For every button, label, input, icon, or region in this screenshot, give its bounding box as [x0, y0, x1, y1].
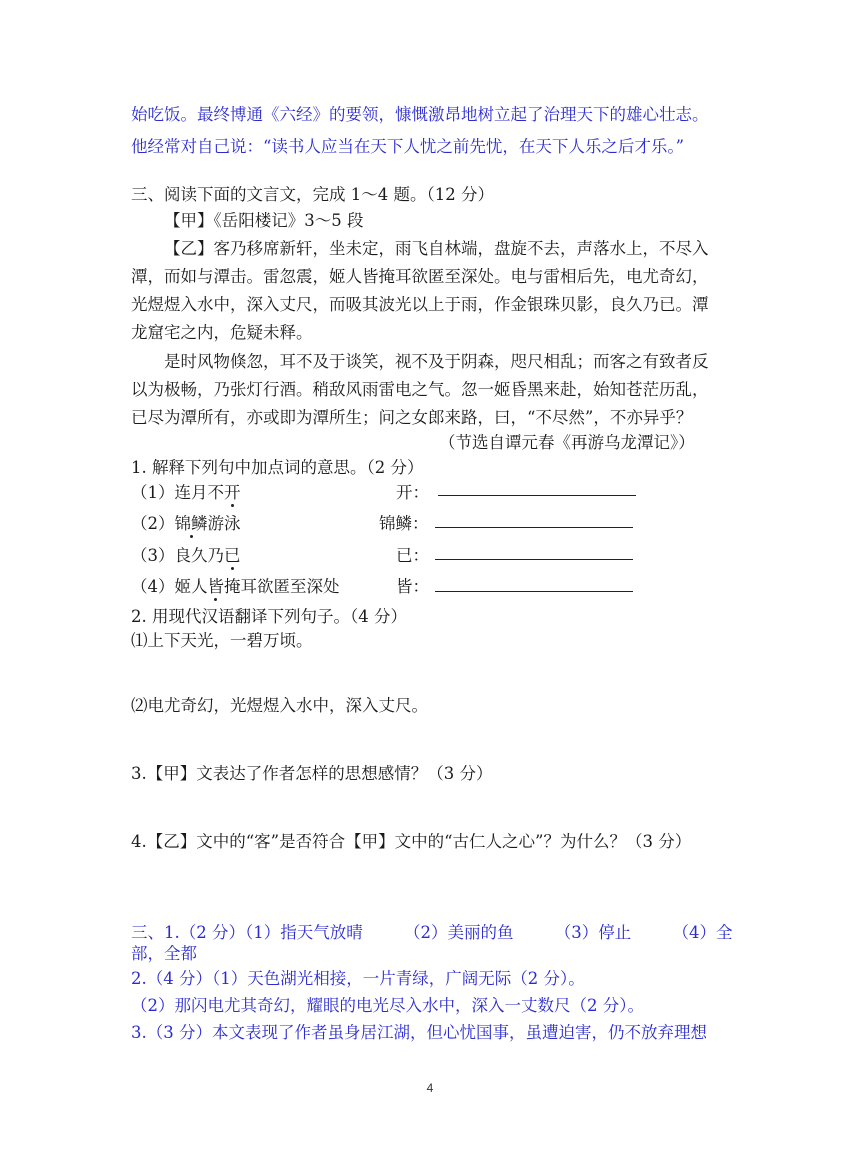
- question-2-sentence-1: ⑴上下天光，一碧万顷。: [131, 631, 313, 650]
- answer-blank[interactable]: [435, 574, 633, 592]
- q1-item-2: （2）锦鳞游泳: [131, 514, 241, 533]
- answer-blank[interactable]: [438, 478, 636, 496]
- question-3-stem: 3.【甲】文表达了作者怎样的思想感情？（3 分）: [131, 764, 493, 783]
- answer-blank[interactable]: [435, 510, 633, 528]
- q1-item-number: （3）: [131, 546, 175, 565]
- answer-key-line: （2）那闪电尤其奇幻，耀眼的电光尽入水中，深入一丈数尺（2 分）。: [131, 996, 644, 1015]
- passage-yi-line: 光煜煜入水中，深入丈尺，而吸其波光以上于雨，作金银珠贝影，良久乃已。潭: [131, 295, 709, 314]
- question-2-sentence-2: ⑵电尤奇幻，光煜煜入水中，深入丈尺。: [131, 696, 428, 715]
- question-1-stem: 1. 解释下列句中加点词的意思。（2 分）: [131, 458, 424, 477]
- dotted-word: 锦鳞: [174, 514, 208, 533]
- q1-item-number: （2）: [131, 514, 175, 533]
- passage-yi-line: 潭，而如与潭击。雷忽震，姬人皆掩耳欲匿至深处。电与雷相后先，电尤奇幻，: [131, 267, 709, 286]
- q1-item-2-label: 锦鳞：: [379, 514, 429, 533]
- passage-paragraph-line: 已尽为潭所有，亦或即为潭所生；问之女郎来路，曰，“不尽然”，不亦异乎？: [131, 408, 693, 427]
- question-4-stem: 4.【乙】文中的“客”是否符合【甲】文中的“古仁人之心”？为什么？（3 分）: [131, 832, 692, 851]
- q1-item-4-label: 皆：: [396, 577, 429, 596]
- passage-paragraph-line: 以为极畅，乃张灯行酒。稍敌风雨雷电之气。忽一姬昏黑来赴，始知苍茫历乱，: [131, 380, 709, 399]
- q1-item-1-label: 开：: [396, 483, 429, 502]
- q1-item-3: （3）良久乃已: [131, 546, 241, 565]
- passage-jia-title: 【甲】《岳阳楼记》3～5 段: [164, 211, 364, 230]
- question-2-stem: 2. 用现代汉语翻译下列句子。（4 分）: [131, 607, 407, 626]
- passage-source: （节选自谭元春《再游乌龙潭记》）: [439, 433, 695, 452]
- dotted-word: 已: [224, 546, 241, 565]
- page-number: 4: [426, 1081, 434, 1095]
- q1-item-4: （4）姬人皆掩耳欲匿至深处: [131, 577, 340, 596]
- answer-blank[interactable]: [435, 542, 633, 560]
- passage-yi-line: 【乙】客乃移席新轩，坐未定，雨飞自林端，盘旋不去，声落水上，不尽入: [164, 239, 709, 258]
- section-heading: 三、阅读下面的文言文，完成 1～4 题。（12 分）: [131, 185, 494, 204]
- q1-item-number: （4）: [131, 577, 175, 596]
- passage-paragraph-line: 是时风物倏忽，耳不及于谈笑，视不及于阴森，咫尺相乱；而客之有致者反: [164, 352, 709, 371]
- q1-item-3-label: 已：: [396, 546, 429, 565]
- passage-yi-line: 龙窟宅之内，危疑未释。: [131, 323, 313, 342]
- answer-key-line: 部，全都: [131, 944, 197, 963]
- answer-key-line: 2.（4 分）（1）天色湖光相接，一片青绿，广阔无际（2 分）。: [131, 969, 585, 988]
- answer-text-line: 始吃饭。最终博通《六经》的要领，慷慨激昂地树立起了治理天下的雄心壮志。: [131, 105, 709, 124]
- answer-key-line: 3.（3 分）本文表现了作者虽身居江湖，但心忧国事，虽遭迫害，仍不放弃理想: [131, 1023, 707, 1042]
- q1-item-1: （1）连月不开: [131, 483, 241, 502]
- q1-item-number: （1）: [131, 483, 175, 502]
- dotted-word: 皆: [207, 577, 224, 596]
- answer-text-line: 他经常对自己说：“读书人应当在天下人忧之前先忧，在天下人乐之后才乐。”: [131, 137, 685, 156]
- dotted-word: 开: [224, 483, 241, 502]
- answer-key-line: 三、1.（2 分）（1）指天气放晴 （2）美丽的鱼 （3）停止 （4）全: [131, 923, 733, 942]
